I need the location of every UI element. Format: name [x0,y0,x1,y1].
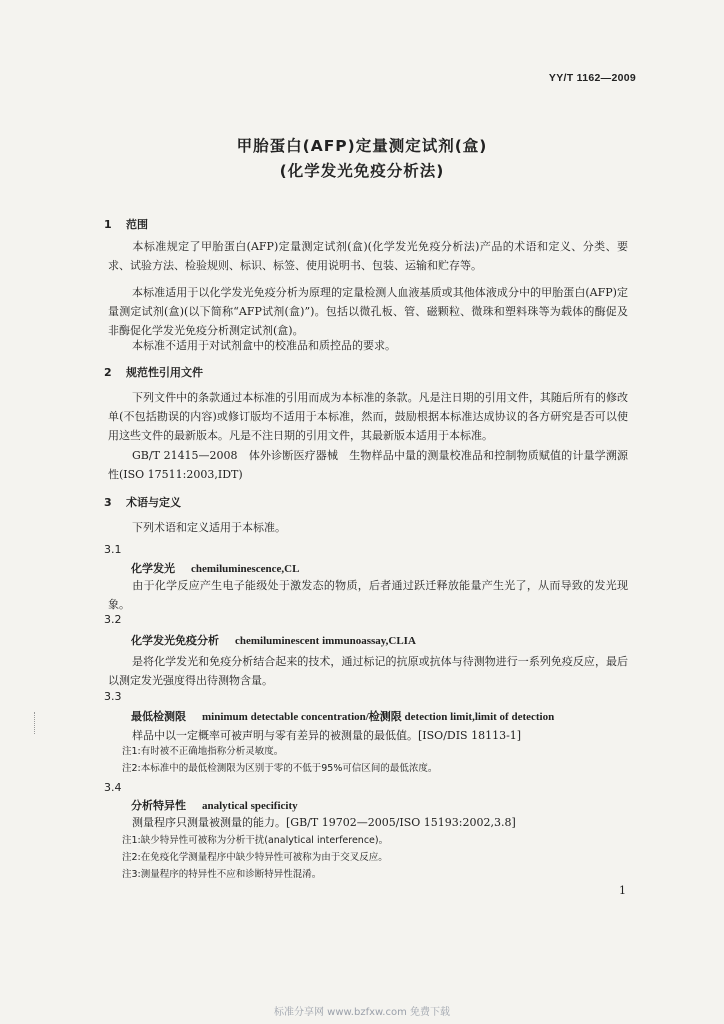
term-heading: 化学发光 chemiluminescence,CL [131,562,300,575]
paragraph: 本标准适用于以化学发光免疫分析为原理的定量检测人血液基质或其他体液成分中的甲胎蛋白(AFP)定量测定试剂(盒)(以下简称“AFP试剂(盒)”)。包括以微孔板、管、磁颗粒、微珠和塑料珠等为载体的酶促及非酶促化学发光免疫分析测定试剂(盒)。 [108,286,628,337]
paragraph: 本标准规定了甲胎蛋白(AFP)定量测定试剂(盒)(化学发光免疫分析法)产品的术语和定义、分类、要求、试验方法、检验规则、标识、标签、使用说明书、包装、运输和贮存等。 [108,240,628,272]
section-number: 2 [104,366,112,379]
section-number: 3 [104,496,112,509]
section-title: 规范性引用文件 [126,366,203,379]
paragraph: 下列文件中的条款通过本标准的引用而成为本标准的条款。凡是注日期的引用文件，其随后所有的修改单(不包括勘误的内容)或修订版均不适用于本标准，然而，鼓励根据本标准达成协议的各方研究是否可以使用这些文件的最新版本。凡是不注日期的引用文件，其最新版本适用于本标准。 [108,391,628,442]
note: 注2:本标准中的最低检测限为区别于零的不低于95%可信区间的最低浓度。 [122,763,438,774]
paragraph: GB/T 21415—2008 体外诊断医疗器械 生物样品中量的测量校准品和控制物质赋值的计量学溯源性(ISO 17511:2003,IDT) [108,449,628,481]
note: 注2:在免疫化学测量程序中缺少特异性可被称为由于交叉反应。 [122,852,388,863]
document-title: 甲胎蛋白(AFP)定量测定试剂(盒) [236,137,488,155]
clause-number: 3.4 [104,781,122,794]
standard-code: YY/T 1162—2009 [548,72,636,84]
term-definition: 样品中以一定概率可被声明与零有差异的被测量的最低值。[ISO/DIS 18113-1] [132,729,522,742]
term-heading: 分析特异性 analytical specificity [131,799,298,812]
section-1-heading [104,216,148,232]
term-heading: 化学发光免疫分析 chemiluminescent immunoassay,CLIA [131,634,416,647]
clause-number: 3.2 [104,613,122,626]
section-title: 术语与定义 [126,496,181,509]
term-heading: 最低检测限 minimum detectable concentration/检测限 detection limit,limit of detection [131,710,555,723]
note: 注1:缺少特异性可被称为分析干扰(analytical interference)。 [122,835,389,846]
document-subtitle: (化学发光免疫分析法) [279,162,445,180]
footer-watermark: 标准分享网 www.bzfxw.com 免费下载 [274,1007,450,1018]
section-2-heading [104,364,203,380]
section-number: 1 [104,218,112,231]
note: 注3:测量程序的特异性不应和诊断特异性混淆。 [122,869,322,880]
section-3-heading [104,494,181,510]
note: 注1:有时被不正确地指称分析灵敏度。 [122,746,284,757]
paragraph: 下列术语和定义适用于本标准。 [132,521,286,534]
term-definition: 由于化学反应产生电子能级处于激发态的物质，后者通过跃迁释放能量产生光了，从而导致的发光现象。 [108,579,628,611]
margin-mark [34,712,43,734]
term-definition: 是将化学发光和免疫分析结合起来的技术，通过标记的抗原或抗体与待测物进行一系列免疫反应，最后以测定发光强度得出待测物含量。 [108,655,628,687]
page-number: 1 [619,884,626,897]
clause-number: 3.1 [104,543,122,556]
term-definition: 测量程序只测量被测量的能力。[GB/T 19702—2005/ISO 15193:2002,3.8] [132,816,516,829]
clause-number: 3.3 [104,690,122,703]
section-title: 范围 [126,218,148,231]
paragraph: 本标准不适用于对试剂盒中的校准品和质控品的要求。 [132,339,396,352]
